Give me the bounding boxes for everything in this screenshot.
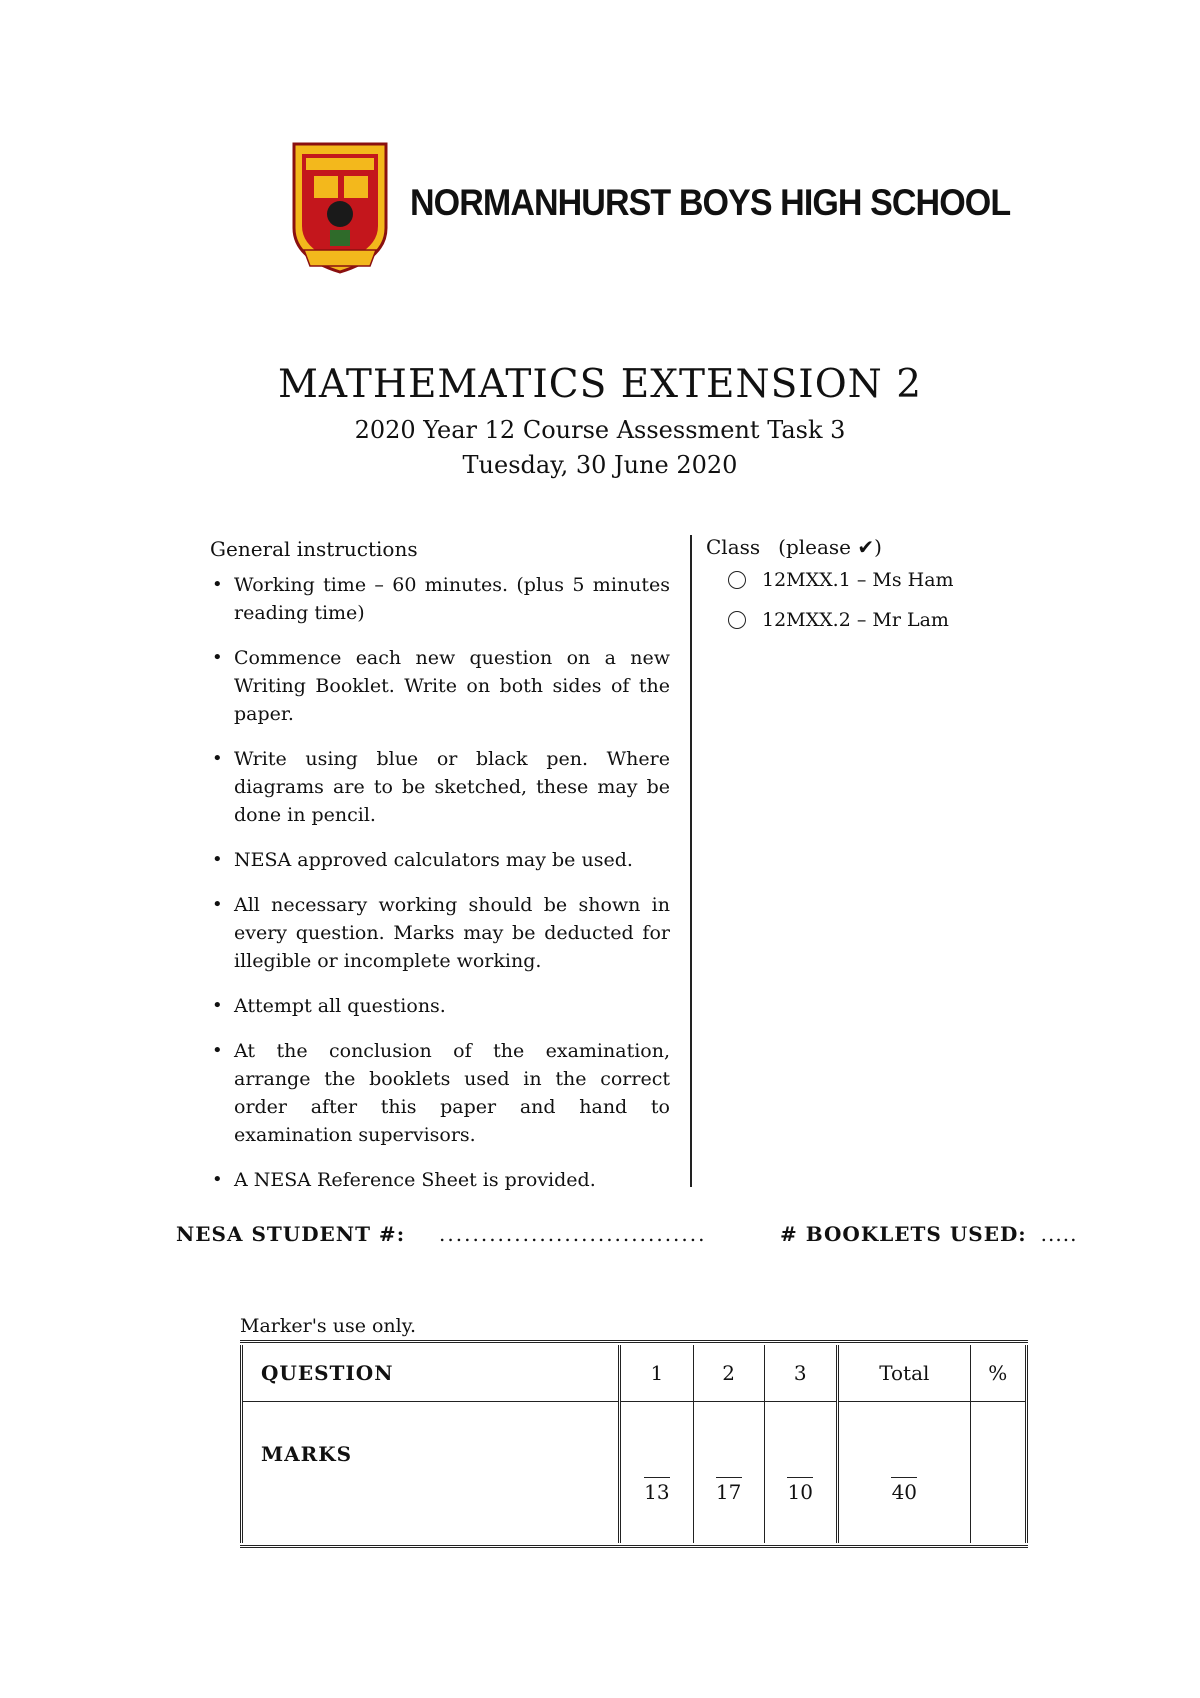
marks-cell[interactable]: 17 <box>693 1402 764 1544</box>
percent-cell[interactable] <box>970 1402 1026 1544</box>
table-row <box>242 1345 1027 1402</box>
marks-cell[interactable]: 40 <box>838 1402 971 1544</box>
table-cell: 3 <box>764 1345 837 1402</box>
table-row <box>242 1402 1027 1544</box>
class-option-label: 12MXX.2 – Mr Lam <box>762 609 949 631</box>
table-cell: QUESTION <box>242 1345 620 1402</box>
class-option[interactable] <box>728 569 954 591</box>
marks-table <box>240 1340 1028 1548</box>
instructions-heading: General instructions <box>210 537 418 561</box>
school-crest-logo <box>290 140 390 276</box>
instruction-item: • Working time – 60 minutes. (plus 5 minutes reading time) <box>212 574 670 624</box>
general-instructions <box>210 535 670 1211</box>
instruction-item: • Attempt all questions. <box>212 995 446 1017</box>
column-divider <box>690 535 692 1187</box>
booklets-used-field[interactable]: # BOOKLETS USED: ..... <box>780 1222 1078 1246</box>
instruction-item: • All necessary working should be shown in every question. Marks may be deducted for illegible or incomplete working. <box>212 894 670 972</box>
instruction-item: • Write using blue or black pen. Where diagrams are to be sketched, these may be done in pencil. <box>212 748 670 826</box>
exam-date: Tuesday, 30 June 2020 <box>462 451 738 479</box>
class-title: Class (please ✔) <box>706 535 882 559</box>
marks-cell[interactable]: 10 <box>764 1402 837 1544</box>
table-cell: MARKS <box>242 1402 620 1544</box>
table-cell: Total <box>838 1345 971 1402</box>
table-cell: % <box>970 1345 1026 1402</box>
student-number-field[interactable]: NESA STUDENT #: ................................ <box>176 1222 707 1246</box>
class-option[interactable] <box>728 609 954 631</box>
marker-label: Marker's use only. <box>240 1315 416 1337</box>
table-cell: 1 <box>620 1345 693 1402</box>
table-cell: 2 <box>693 1345 764 1402</box>
exam-title: MATHEMATICS EXTENSION 2 <box>277 362 923 407</box>
instruction-item: • At the conclusion of the examination, arrange the booklets used in the correct order after this paper and hand to examination supervisors. <box>212 1040 670 1146</box>
school-name: NORMANHURST BOYS HIGH SCHOOL <box>410 182 1011 223</box>
instruction-item: • NESA approved calculators may be used. <box>212 849 633 871</box>
exam-subtitle: 2020 Year 12 Course Assessment Task 3 <box>354 416 846 444</box>
class-option-label: 12MXX.1 – Ms Ham <box>762 569 954 591</box>
class-selection <box>706 535 954 649</box>
radio-circle-icon[interactable] <box>728 611 746 629</box>
instruction-item: • A NESA Reference Sheet is provided. <box>212 1169 596 1191</box>
marks-cell[interactable]: 13 <box>620 1402 693 1544</box>
instruction-item: • Commence each new question on a new Writing Booklet. Write on both sides of the paper. <box>212 647 670 725</box>
radio-circle-icon[interactable] <box>728 571 746 589</box>
instructions-list <box>210 571 670 1194</box>
